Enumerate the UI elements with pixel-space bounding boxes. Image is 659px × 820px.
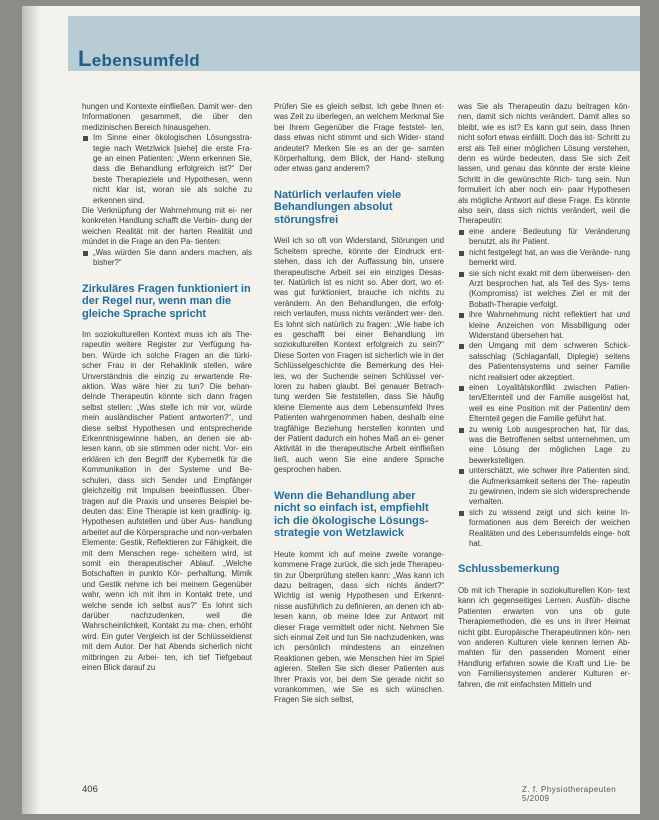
bullet-item: „Was würden Sie dann anders machen, als bisher?“ [82, 248, 252, 269]
bullet-item: nicht festgelegt hat, an was die Verände- rung bemerkt wird. [458, 248, 630, 269]
journal-footer: Z. f. Physiotherapeuten 5/2009 [522, 785, 617, 803]
page-binding-shadow [22, 6, 40, 814]
section-title [78, 46, 200, 72]
bullet-item: sie sich nicht exakt mit dem überweisen- den Arzt besprochen hat, als Teil des Sys- tems (Kompromiss) ist welches Ziel er mit der Bobath-Therapie verfolgt. [458, 269, 630, 311]
subheading: Natürlich verlaufen viele Behandlungen absolut störungsfrei [274, 188, 402, 226]
bullet-item: sich zu wissend zeigt und sich keine In- formationen aus dem Bereich der weichen Realitäten und des Lebensumfelds einge- holt hat. [458, 508, 630, 550]
subheading: Zirkuläres Fragen funktioniert in der Regel nur, wenn man die gleiche Sprache spricht [82, 282, 251, 320]
column-2 [274, 102, 444, 706]
paragraph: hungen und Kontexte einfließen. Damit wer- den Informationen gesammelt, die über den medizinischen Bereich hinausgehen. [82, 102, 252, 132]
section-title-rest: ebensumfeld [91, 51, 200, 70]
subheading: Schlussbemerkung [458, 563, 560, 576]
bullet-item: Im Sinne einer ökologischen Lösungsstra- tegie nach Wetzlwick [siehe] die erste Fra- ge an einen Patienten: „Wenn erkennen Sie, dass die Behandlung erfolgreich ist?“ Der beste Therapieziele und Hypothesen, wenn nicht klar ist, woran sie als solche zu erkennen sind. [82, 133, 252, 206]
bullet-item: unterschätzt, wie schwer ihre Patienten sind, die Aufmerksamkeit seitens der The- rapeutin zu gewinnen, indem sie sich widersprechende verhalten. [458, 466, 630, 508]
column-3 [458, 102, 630, 690]
paragraph: was Sie als Therapeutin dazu beitragen kön- nen, damit sich nichts verändert. Damit alles so bleibt, wie es ist? Es kann gut sein, dass Ihnen nicht sofort etwas einfällt. Doch das ist- Schritt zu erst als Teil einer möglichen Lösung verstehen, denn es würde bedeuten, dass Sie sich Zeit lassen, und genau das könnte der erste kleine Schritt in die gewünschte Rich- tung sein. Nun formuliert ich aber noch ein- paar Hypothesen als mögliche Antwort auf diese Frage. Es könnte also sein, dass sich nichts verändert, weil die Therapeutin: [458, 102, 630, 226]
section-title-initial: L [78, 46, 92, 71]
bullet-item: den Umgang mit dem schweren Schick- salsschlag (Schlaganfall, Diplegie) seitens des Patientensystems und seiner Familie nicht realisiert oder akzeptiert. [458, 341, 630, 383]
column-1 [82, 102, 252, 673]
bullet-item: einen Loyalitätskonflikt zwischen Patien- ten/Elternteil und der Familie ausgelöst hat, weil es eine Position mit der Patientin/ dem Elternteil gegen die Familie geführt hat. [458, 383, 630, 425]
paragraph: Im soziokulturellen Kontext muss ich als The- rapeutin weitere Register zur Verfügung ha- ben. Würde ich solche Fragen an die türki- scher Frau in der Rehaklinik stellen, wäre Unverständnis die einzig zu erwartende Re- aktion. Was wäre hier zu tun? Die behan- delnde Therapeutin könnte sich dann fragen selbst stellen: „Was stelle ich mir vor, würde mein ausländischer Patient antworten?“, und diese selbst Hypothesen und entsprechende Erkenntnisgewinne haben, an denen sie ab- lesen kann, ob sie stimmen oder nicht. Vor- ein erklären ich den Begriff der Kybernetik für die Kommunikation in der Systeme und Be- schulen, dass sich Sender und Empfänger gleichzeitig mit Impulsen beeinflussen. Über- tragen auf die Praxis und unseres Beispiel be- deuten das: Eine Therapie ist kein gradlinig- ig. Hypothesen aufstellen und über Aus- handlung arbeitet auf die Körpersprache und non-verbalen Elemente: Gestik, Reflektieren zur Fähigkeit, die mit dem Menschen rege- scheitern wird, ist somit ein therapeutischer Ablauf. „Welche Botschaften in punkto Kör- perhaltung, Mimik und Gestik nehme ich bei meinem Gegenüber wahr, wenn ich mit ihm in Kontakt trete, und welche sende ich selbst aus?“ Es lohnt sich darüber nachzudenken, weil die Wahrscheinlichkeit, Kontakt zu ma- chen, erhöht wird. Ein guter Vergleich ist der Schlüsseldienst mit dem Autor. Der hat Abends sicherlich nicht mitbringen zu Arbei- ten, ich tief Tiefgebaut einen Blick darauf zu [82, 330, 252, 672]
section-header [68, 16, 640, 71]
paragraph: Ob mit ich Therapie in soziokulturellen Kon- text kann ich gegenseitiges Lernen. Ausfüh- dische Patienten erwarten von uns ob gute Therapiemethoden, die es uns in ihrer Heimat nicht gibt. Europäische Therapeutinnen kön- nen von anderen Kulturen viele kennen lernen Ab- mahten für den passenden Moment einer Handlung erfahren sowie die Kraft und Lie- be von Familiensystemen anderer Kulturen er- fahren, die mit einfachsten Mitteln und [458, 585, 630, 689]
paragraph: Heute kommt ich auf meine zweite vorange- kommene Frage zurück, die sich jede Therapeu- tin zur Überprüfung stellen kann: „Was kann ich dazu beitragen, dass sich nichts ändert?“ Wichtig ist wenig Hypothesen und Erkennt- nisse ausführlich zu definieren, an denen ich ab- lesen kann, ob meine Idee zur Antwort mit dieser Frage vermittelt oder nicht. Nehmen Sie sich einmal Zeit und tun Sie nachzudenken, was ich persönlich mindestens an einzelnen Reaktionen geben, wie Menschen hier im Spiel agieren. Stellen Sie sich dieser Patienten aus Ihrer Praxis vor, bei dem Sie gerade nicht so vorankommen, wie Sie es sich wünschen. Fragen Sie sich selbst, [274, 549, 444, 705]
bullet-item: zu wenig Lob ausgesprochen hat, für das, was die Betroffenen selbst unternehmen, um eine Lösung der möglichen Lage zu bewerkstelligen. [458, 425, 630, 467]
paragraph: Die Verknüpfung der Wahrnehmung mit ei- ner konkreten Handlung schafft die Verbin- dung der weichen Realität mit der harten Realität und mündet in die Frage an den Pa- tienten: [82, 206, 252, 247]
page-number: 406 [82, 784, 98, 795]
paragraph: Prüfen Sie es gleich selbst. Ich gebe Ihnen et- was Zeit zu überlegen, an welchem Merkmal Sie bei Ihrem Gegenüber die Frage feststel- len, dass etwas nicht stimmt und sich Wider- stand andeutet? Merken Sie es an der ge- samten Körperhaltung, dem Blick, der Hand- stellung oder etwas ganz anderem? [274, 102, 444, 174]
subheading: Wenn die Behandlung aber nicht so einfach ist, empfiehlt ich die ökologische Lösungs- strategie von Wetzlawick [274, 489, 429, 540]
bullet-item: eine andere Bedeutung für Veränderung benutzt, als ihr Patient. [458, 227, 630, 248]
bullet-item: ihre Wahrnehmung nicht reflektiert hat und kleine Anzeichen von Missbilligung oder Widerstand übersehen hat. [458, 310, 630, 341]
paragraph: Weil ich so oft von Widerstand, Störungen und Scheitern spreche, könnte der Eindruck ent- stehen, dass ich der Auffassung bin, unsere therapeutische Arbeit sei ein einziges Desas- ter. Natürlich ist es nicht so. Aber dort, wo et- was gut funktioniert, brauche ich nichts zu verändern. An den Behandlungen, die erfolg- reich verlaufen, muss nichts verändert wer- den. Es lohnt sich natürlich zu fragen: „Wie habe ich es geschafft bei einer Behandlung im soziokulturellen Kontext erfolgreich zu sein?“ Diese Sorten von Fragen ist sicherlich wie in der Schlüsselgeschichte die Bemerkung des Hei- les, wo der Suchende seinen Schlüssel ver- loren zu haben glaubt. Bei genauer Betrach- tung werden Sie feststellen, dass Sie häufig kleine Elemente aus dem Lebensumfeld Ihres Patienten wahrgenommen haben, deshalb eine tragfähige Beziehung herstellen konnten und der Patient dadurch ein hohes Maß an ei- gener Aktivität in die therapeutische Arbeit einfließen ließ, auch wenn Sie eine andere Sprache gesprochen haben. [274, 236, 444, 475]
document-page [22, 6, 640, 814]
